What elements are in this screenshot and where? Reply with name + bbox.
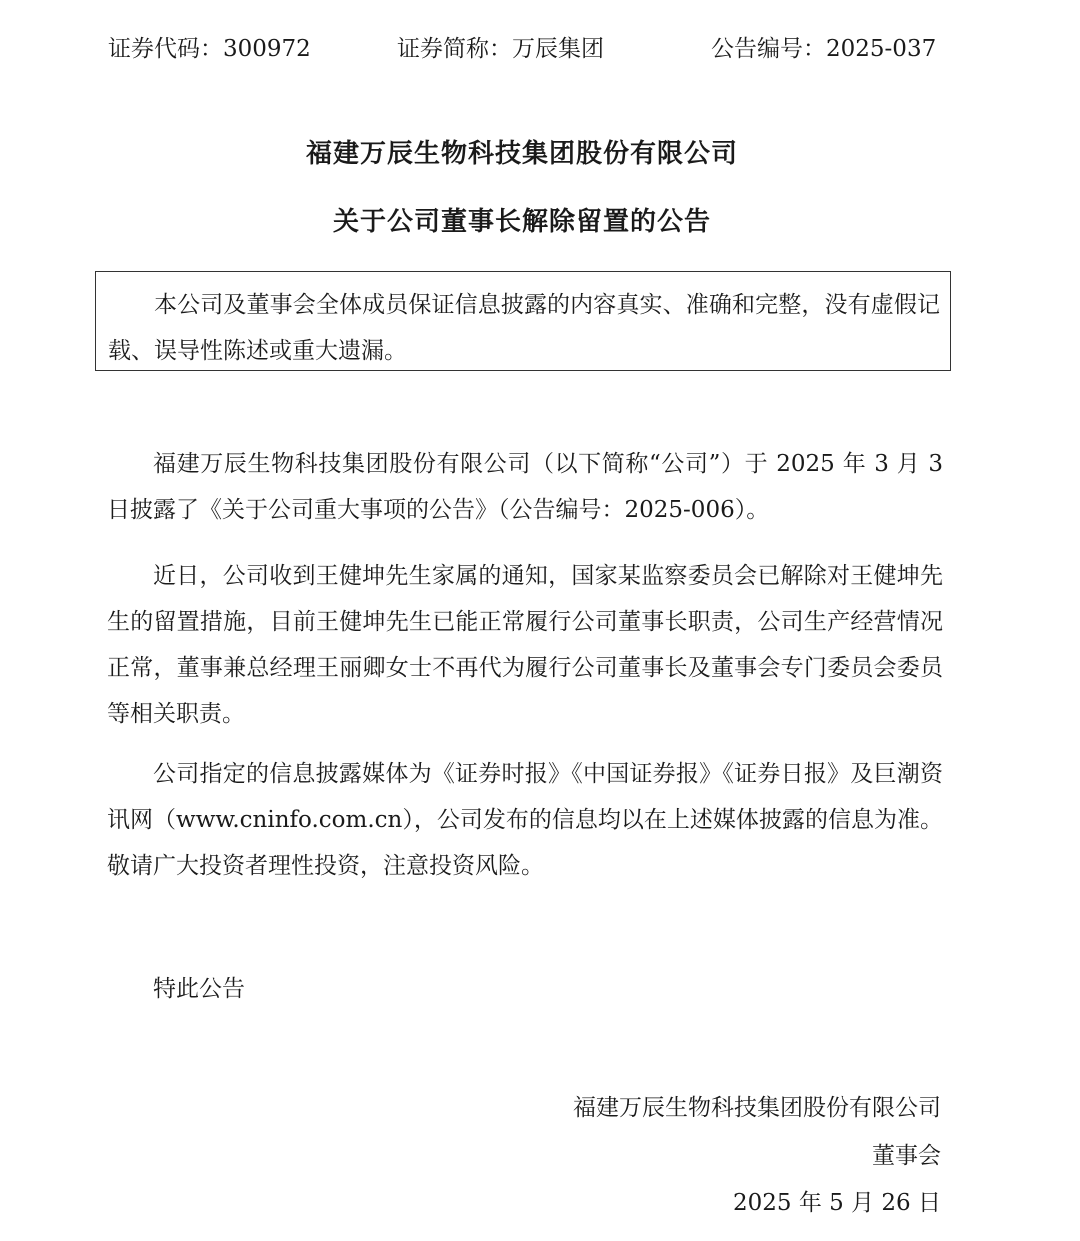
body-paragraph-1: 福建万辰生物科技集团股份有限公司（以下简称“公司”）于 2025 年 3 月 3 日披露了《关于公司重大事项的公告》（公告编号：2025-006）。 — [107, 451, 943, 523]
company-title: 福建万辰生物科技集团股份有限公司 — [305, 139, 738, 169]
body-paragraph-2: 近日，公司收到王健坤先生家属的通知，国家某监察委员会已解除对王健坤先生的留置措施，目前王健坤先生已能正常履行公司董事长职责，公司生产经营情况正常，董事兼总经理王丽卿女士不再代为履行公司董事长及董事会专门委员会委员等相关职责。 — [107, 563, 943, 727]
disclaimer-box — [95, 271, 951, 371]
closing-statement: 特此公告 — [153, 976, 245, 1002]
body-paragraph-3: 公司指定的信息披露媒体为《证券时报》《中国证券报》《证券日报》及巨潮资讯网（www.cninfo.com.cn），公司发布的信息均以在上述媒体披露的信息为准。敬请广大投资者理性投资，注意投资风险。 — [107, 761, 943, 879]
signature-company: 福建万辰生物科技集团股份有限公司 — [573, 1095, 941, 1121]
signature-board: 董事会 — [872, 1143, 941, 1169]
announcement-number: 公告编号：2025-037 — [711, 36, 937, 62]
announcement-header — [0, 26, 1080, 62]
announcement-subject: 关于公司董事长解除留置的公告 — [332, 207, 711, 237]
signature-date: 2025 年 5 月 26 日 — [733, 1190, 941, 1216]
disclaimer-text: 本公司及董事会全体成员保证信息披露的内容真实、准确和完整，没有虚假记载、误导性陈述或重大遗漏。 — [108, 292, 940, 364]
stock-short-name: 证券简称：万辰集团 — [397, 36, 604, 62]
stock-code: 证券代码：300972 — [108, 36, 311, 62]
